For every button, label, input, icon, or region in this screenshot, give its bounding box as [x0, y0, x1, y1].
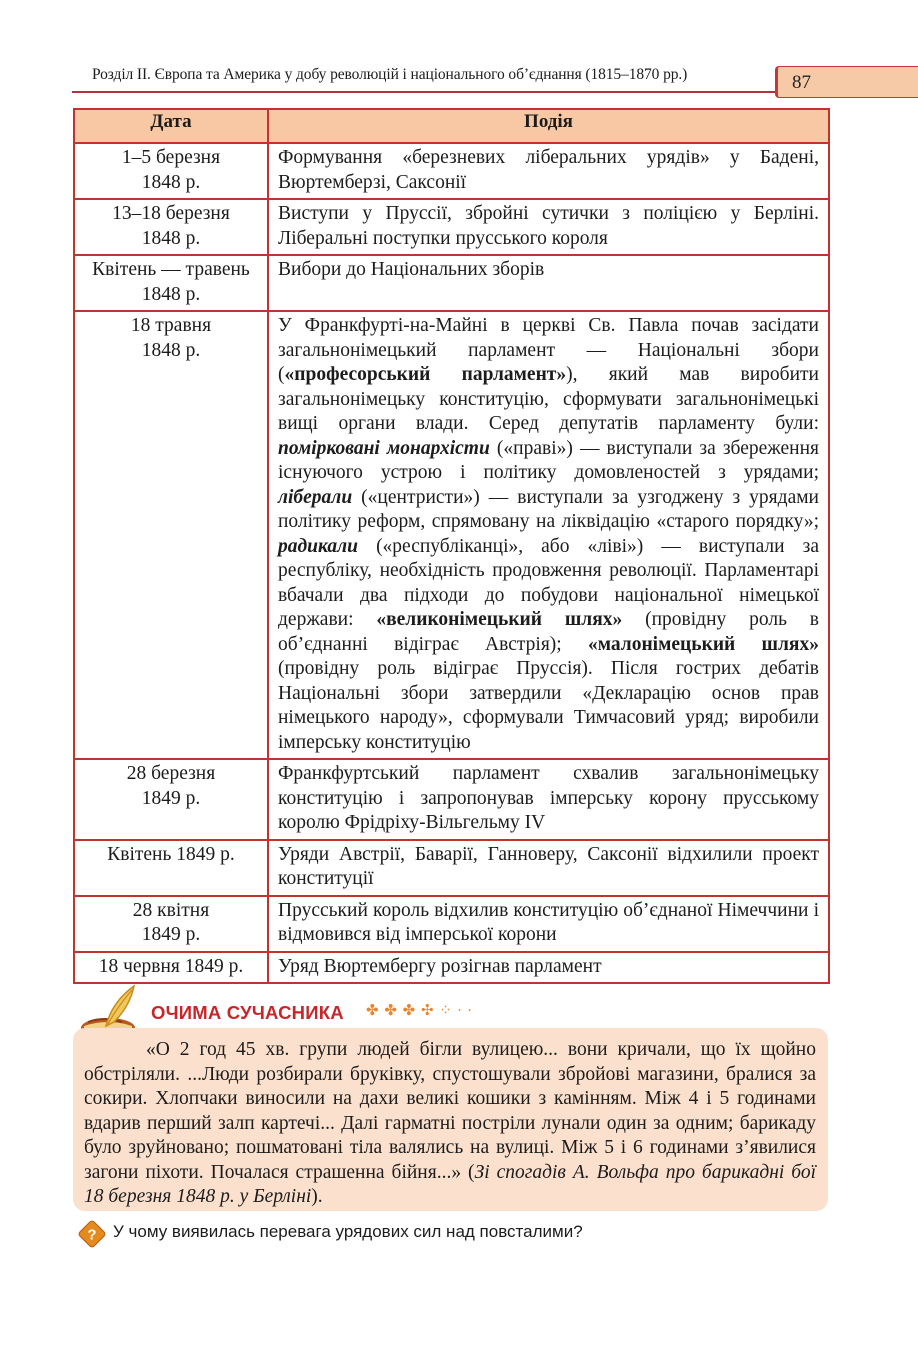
quote-source: Зі спогадів А. Вольфа про барикадні бої 18 березня 1848 р. у Берліні	[84, 1161, 816, 1207]
column-header-date: Дата	[74, 109, 268, 143]
event-text: ), який мав виробити загальнонімецьку конституцію, сформувати загальнонімецькі вищі органи влади. Серед депутатів парламенту були:	[278, 364, 819, 434]
table-row	[74, 199, 829, 255]
term-radicals: радикали	[278, 535, 359, 557]
event-text: («праві») — виступали за збереження існуючого устрою і політику домовленостей з урядами;	[278, 437, 819, 483]
event-cell-parliament	[268, 311, 829, 759]
term-greater-german-path: «великонімецький шлях»	[376, 609, 623, 630]
page-number: 87	[792, 72, 811, 93]
date-cell: 18 червня 1849 р.	[74, 952, 268, 984]
event-cell: Уряди Австрії, Баварії, Ганноверу, Саксонії відхилили проект конституції	[268, 840, 829, 896]
date-cell: Квітень 1849 р.	[74, 840, 268, 896]
events-table	[73, 108, 830, 984]
date-cell	[74, 896, 268, 952]
date-year: 1849 р.	[141, 924, 201, 945]
event-cell: Вибори до Національних зборів	[268, 255, 829, 311]
table-row	[74, 759, 829, 840]
date-line: 28 березня	[126, 763, 216, 784]
event-cell: Формування «березневих ліберальних урядів» у Бадені, Вюртемберзі, Саксонії	[268, 143, 829, 199]
table-row	[74, 143, 829, 199]
term-moderate-monarchists: помірковані монархісти	[278, 437, 490, 459]
event-text: (провідну роль в об’єднанні відіграє Австрія);	[278, 609, 820, 655]
event-text: У Франкфурті-на-Майні в церкві Св. Павла почав засідати загальнонімецький парламент — Національні збори (	[278, 315, 819, 385]
table-row	[74, 896, 829, 952]
event-cell: Прусський король відхилив конституцію об’єднаної Німеччини і відмовився від імперської корони	[268, 896, 829, 952]
running-head: Розділ ІІ. Європа та Америка у добу революцій і національного об’єднання (1815–1870 рр.)	[92, 66, 688, 83]
date-line: 18 травня	[130, 315, 212, 336]
term-liberals: ліберали	[278, 486, 353, 508]
event-cell: Уряд Вюртембергу розігнав парламент	[268, 952, 829, 984]
event-cell: Виступи у Пруссії, збройні сутички з поліцією у Берліні. Ліберальні поступки прусського короля	[268, 199, 829, 255]
term-lesser-german-path: «малонімецький шлях»	[587, 633, 819, 655]
date-year: 1848 р.	[141, 227, 201, 249]
table-row	[74, 311, 829, 759]
event-cell: Франкфуртський парламент схвалив загальнонімецьку конституцію і запропонував імперську корону прусському королю Фрідріху-Вільгельму IV	[268, 759, 829, 840]
event-text: («центристи») — виступали за узгоджену з урядами політику реформ, спрямовану на ліквідацію «старого порядку»;	[278, 486, 819, 532]
date-cell	[74, 311, 268, 759]
eyewitness-quote	[84, 1038, 816, 1210]
table-row	[74, 255, 829, 311]
question-diamond-icon	[78, 1220, 106, 1248]
review-question: У чому виявилась перевага урядових сил над повсталими?	[113, 1222, 583, 1241]
date-year: 1848 р.	[141, 339, 201, 361]
table-header-row	[74, 109, 829, 143]
ornament-decoration: ✤ ✤ ✤ ✣ ⁘ ∙ ·	[366, 1003, 474, 1019]
date-cell	[74, 759, 268, 840]
date-cell	[74, 199, 268, 255]
header-rule	[72, 91, 778, 93]
page-number-tab	[775, 66, 918, 98]
quote-body: «О 2 год 45 хв. групи людей бігли вулицею... вони кричали, що їх щойно обстріляли. ...Люди розбирали бруківку, спустошували збройові магазини, бралися за сокири. Хлопчаки виносили на дахи великі кошики з камінням. Між 4 і 5 годинами вдарив перший залп картечі... Далі гарматні постріли лунали один за одним; барикаду було зруйновано; пошматовані тіла валялись на вулиці. Між 5 і 6 годинами з’явилися загони піхоти. Почалася страшенна бійня...» (	[84, 1039, 816, 1183]
section-title: ОЧИМА СУЧАСНИКА	[151, 1002, 344, 1023]
date-line: 1–5 березня	[121, 147, 221, 168]
table-row	[74, 840, 829, 896]
date-line: 13–18 березня	[112, 203, 230, 224]
column-header-event: Подія	[268, 109, 829, 143]
svg-text:?: ?	[87, 1226, 97, 1244]
date-line: 28 квітня	[132, 899, 210, 921]
table-row	[74, 952, 829, 984]
date-year: 1848 р.	[141, 171, 201, 193]
date-cell	[74, 255, 268, 311]
date-year: 1848 р.	[141, 283, 201, 305]
term-professors-parliament: «професорський парламент»	[284, 364, 567, 385]
date-line: Квітень — травень	[92, 259, 250, 280]
date-cell	[74, 143, 268, 199]
event-text: (провідну роль відіграє Пруссія). Після гострих дебатів Національні збори затвердили «Декларацію основ прав німецького народу», сформували Тимчасовий уряд; виробили імперську конституцію	[278, 658, 819, 753]
quote-closing: ).	[311, 1186, 323, 1207]
date-year: 1849 р.	[141, 787, 201, 809]
event-text: («республіканці», або «ліві») — виступали за республіку, необхідність продовження революції. Парламентарі вбачали два підходи до побудови національної німецької держави:	[278, 535, 819, 630]
